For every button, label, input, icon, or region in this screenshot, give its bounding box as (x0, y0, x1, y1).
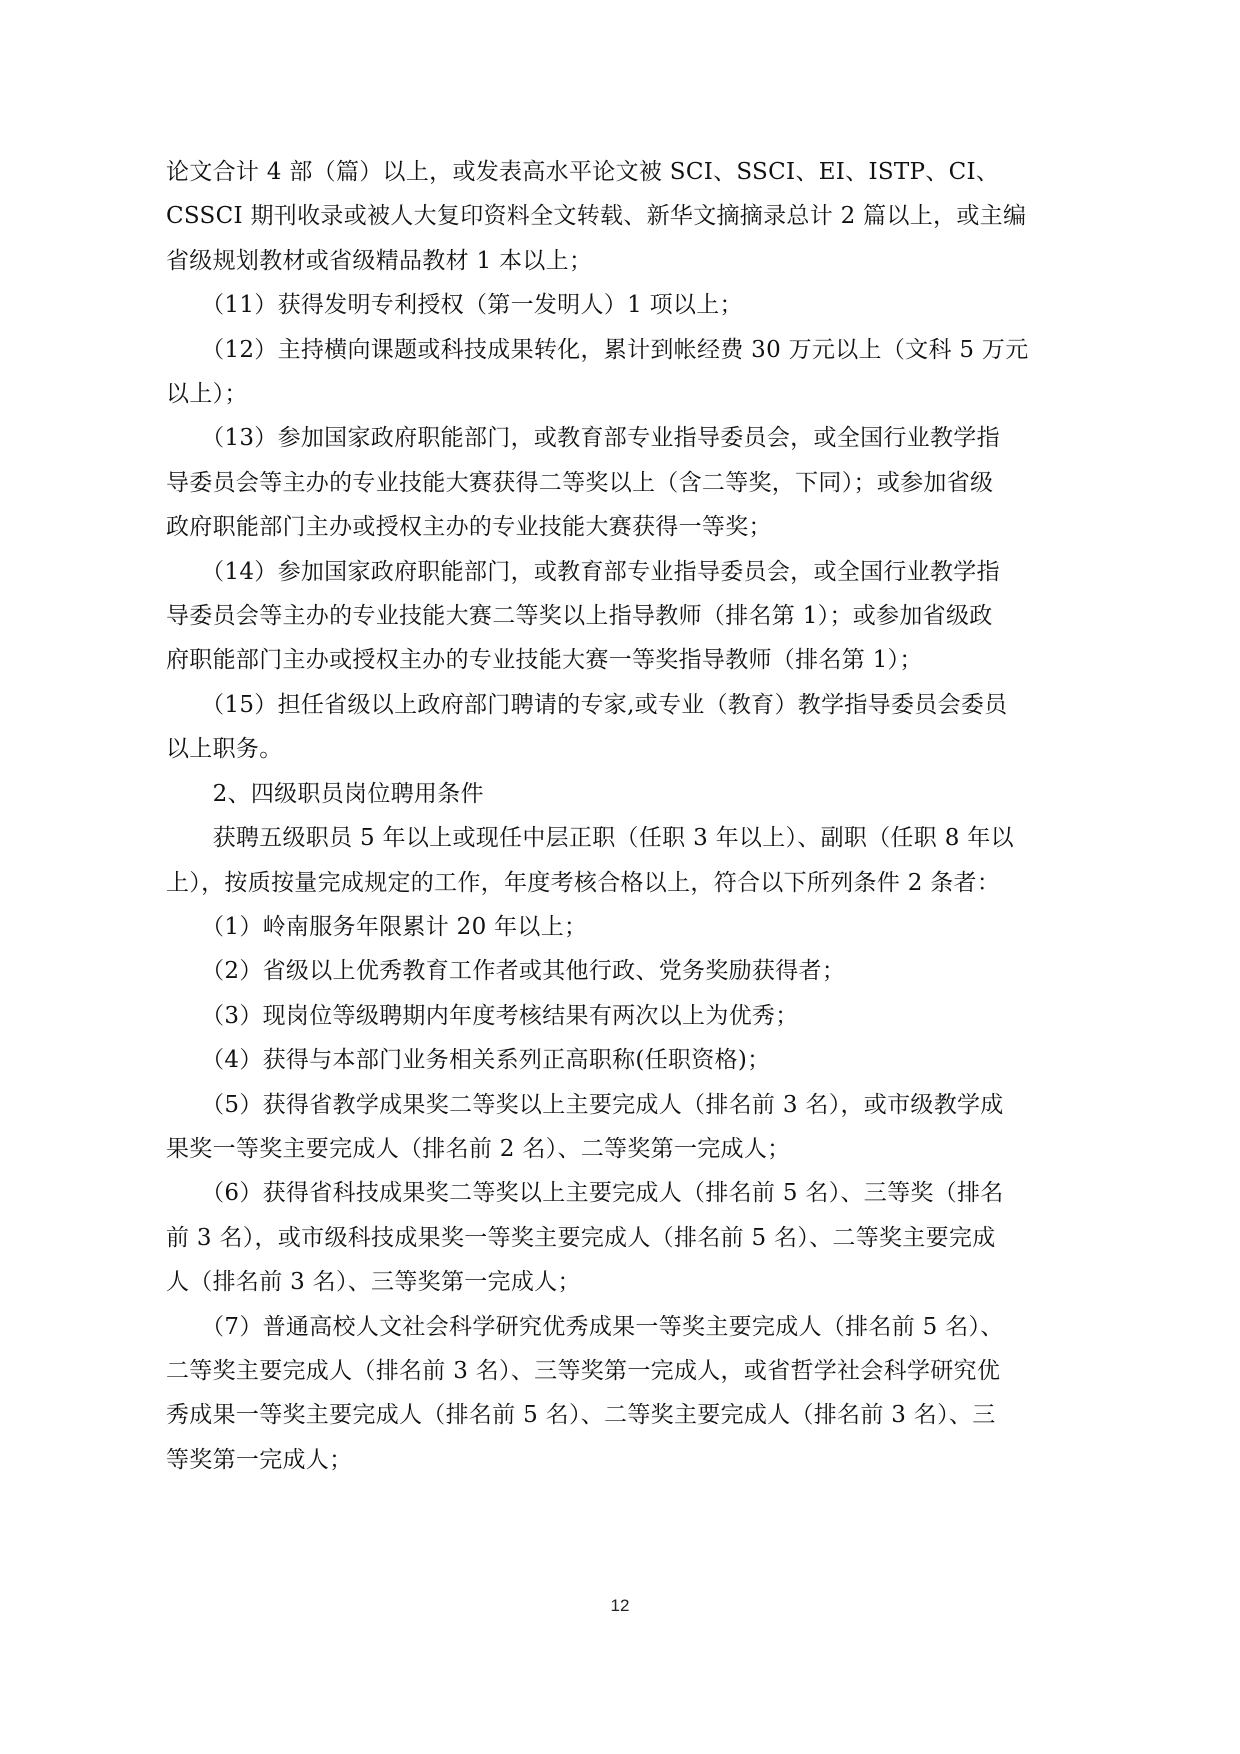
text-line: 获聘五级职员 5 年以上或现任中层正职（任职 3 年以上）、副职（任职 8 年以 (166, 825, 1014, 852)
text-line: 上），按质按量完成规定的工作，年度考核合格以上，符合以下所列条件 2 条者： (166, 869, 1001, 896)
text-line: 等奖第一完成人； (166, 1446, 353, 1473)
text-line: （4）获得与本部门业务相关系列正高职称(任职资格)； (166, 1047, 771, 1074)
section-heading: 2、四级职员岗位聘用条件 (166, 780, 484, 807)
text-line: 府职能部门主办或授权主办的专业技能大赛一等奖指导教师（排名第 1）； (166, 647, 923, 674)
text-line: 论文合计 4 部（篇）以上，或发表高水平论文被 SCI、SSCI、EI、ISTP、CI、 (166, 159, 1000, 185)
text-line: 前 3 名），或市级科技成果奖一等奖主要完成人（排名前 5 名）、二等奖主要完成 (166, 1224, 996, 1251)
text-line: （2）省级以上优秀教育工作者或其他行政、党务奖励获得者； (166, 958, 846, 985)
text-line: 果奖一等奖主要完成人（排名前 2 名）、二等奖第一完成人； (166, 1135, 791, 1162)
text-line: （7）普通高校人文社会科学研究优秀成果一等奖主要完成人（排名前 5 名）、 (166, 1313, 1004, 1340)
text-line: （3）现岗位等级聘期内年度考核结果有两次以上为优秀； (166, 1002, 799, 1029)
text-line: 人（排名前 3 名）、三等奖第一完成人； (166, 1269, 581, 1296)
text-line: 政府职能部门主办或授权主办的专业技能大赛获得一等奖； (166, 514, 772, 541)
text-line: 以上）； (166, 381, 248, 408)
text-line: 省级规划教材或省级精品教材 1 本以上； (166, 247, 593, 274)
text-line: 秀成果一等奖主要完成人（排名前 5 名）、二等奖主要完成人（排名前 3 名）、三 (166, 1402, 996, 1429)
text-line: 导委员会等主办的专业技能大赛获得二等奖以上（含二等奖，下同）；或参加省级 (166, 469, 994, 496)
text-line: （5）获得省教学成果奖二等奖以上主要完成人（排名前 3 名），或市级教学成 (166, 1091, 1004, 1118)
document-body (166, 150, 1084, 1482)
text-line: （6）获得省科技成果奖二等奖以上主要完成人（排名前 5 名）、三等奖（排名 (166, 1180, 1004, 1207)
text-line: （12）主持横向课题或科技成果转化，累计到帐经费 30 万元以上（文科 5 万元 (166, 336, 1029, 363)
text-line: （13）参加国家政府职能部门，或教育部专业指导委员会，或全国行业教学指 (166, 425, 1000, 452)
text-line: 以上职务。 (166, 736, 283, 763)
text-line: 导委员会等主办的专业技能大赛二等奖以上指导教师（排名第 1）；或参加省级政 (166, 603, 993, 630)
text-line: 二等奖主要完成人（排名前 3 名）、三等奖第一完成人，或省哲学社会科学研究优 (166, 1357, 1001, 1384)
text-line: （1）岭南服务年限累计 20 年以上； (166, 913, 588, 940)
page-number: 12 (610, 1596, 630, 1615)
text-line: CSSCI 期刊收录或被人大复印资料全文转载、新华文摘摘录总计 2 篇以上，或主编 (166, 203, 1027, 230)
text-line: （14）参加国家政府职能部门，或教育部专业指导委员会，或全国行业教学指 (166, 558, 1000, 585)
text-line: （15）担任省级以上政府部门聘请的专家,或专业（教育）教学指导委员会委员 (166, 691, 1008, 718)
text-line: （11）获得发明专利授权（第一发明人）1 项以上； (166, 292, 743, 319)
